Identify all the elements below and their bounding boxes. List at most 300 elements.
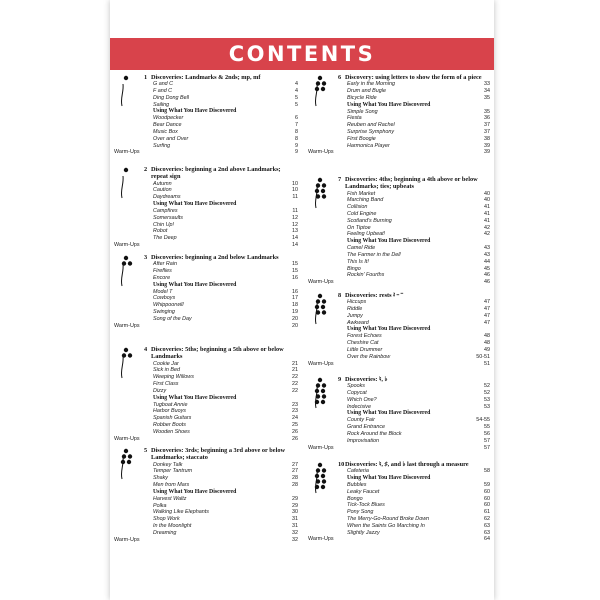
entry-title: First Class (153, 380, 179, 387)
section-number: 9 (338, 376, 342, 383)
entry-title: Warm-Ups (114, 435, 140, 442)
entry-page-number: 8 (295, 135, 298, 142)
entry-page-number: 43 (484, 245, 490, 252)
entry-page-number: 37 (484, 129, 490, 136)
song-entry (338, 225, 490, 232)
entry-title: This Is It! (347, 258, 369, 265)
song-entry (144, 496, 298, 503)
warm-ups-entry (308, 536, 490, 543)
entry-page-number: 60 (484, 495, 490, 502)
song-entry (144, 115, 298, 122)
section-heading (144, 254, 298, 261)
entry-title: Which One? (347, 396, 377, 403)
using-discovered-subheading: Using What You Have Discovered (153, 394, 237, 401)
song-entry (144, 122, 298, 129)
song-entry (144, 208, 298, 215)
section-heading-text: Discovery: using letters to show the form of a piece (345, 74, 482, 81)
song-entry (338, 340, 490, 347)
entry-title: Whippoorwill (153, 302, 184, 309)
entry-page-number: 53 (484, 396, 490, 403)
entry-title: Drum and Bugle (347, 88, 386, 95)
bead-tree-icon (114, 346, 142, 380)
entry-page-number: 49 (484, 347, 490, 354)
bead-tree-icon (114, 166, 142, 200)
warm-ups-entry (114, 149, 298, 156)
section-heading-text: Discoveries: rests 𝄽 𝄼 𝄻 (345, 292, 404, 299)
entry-title: Ding Dong Bell (153, 94, 189, 101)
entry-page-number: 13 (292, 228, 298, 235)
entry-page-number: 45 (484, 265, 490, 272)
entry-page-number: 8 (295, 129, 298, 136)
entry-page-number: 16 (292, 288, 298, 295)
entry-page-number: 29 (292, 495, 298, 502)
entry-page-number: 17 (292, 295, 298, 302)
song-entry (338, 299, 490, 306)
song-entry (144, 374, 298, 381)
using-discovered-subheading: Using What You Have Discovered (347, 410, 431, 417)
song-entry (338, 347, 490, 354)
book-page (110, 0, 494, 600)
entry-title: Fish Market (347, 190, 376, 197)
song-entry (144, 408, 298, 415)
entry-page-number: 40 (484, 190, 490, 197)
song-entry (144, 475, 298, 482)
entry-page-number: 30 (292, 509, 298, 516)
bead-tree-icon (308, 74, 336, 108)
song-entry (338, 95, 490, 102)
entry-title: Bear Dance (153, 122, 182, 129)
entry-title: Shaky (153, 475, 168, 482)
entry-title: Bubbles (347, 482, 367, 489)
entry-page-number: 54-55 (476, 417, 490, 424)
entry-page-number: 12 (292, 221, 298, 228)
entry-title: Warm-Ups (114, 241, 140, 248)
entry-title: Bicycle Ride (347, 94, 377, 101)
page-title: CONTENTS (228, 42, 376, 66)
section-heading-text: Discoveries: 4ths; beginning a 4th above or below Landmarks; ties; upbeats (345, 176, 478, 191)
entry-page-number: 26 (292, 435, 298, 442)
entry-title: Hiccups (347, 299, 367, 306)
warm-ups-entry (114, 537, 298, 544)
song-entry (144, 530, 298, 537)
entry-title: Simple Song (347, 108, 378, 115)
song-entry (338, 211, 490, 218)
song-entry (144, 228, 298, 235)
song-entry (144, 468, 298, 475)
entry-page-number: 47 (484, 319, 490, 326)
song-entry (144, 129, 298, 136)
song-entry (144, 289, 298, 296)
song-entry (144, 136, 298, 143)
entry-page-number: 51 (484, 360, 490, 367)
section-heading (144, 447, 298, 462)
bead-tree-icon (114, 254, 142, 288)
song-entry (338, 129, 490, 136)
entry-title: Fiesta (347, 115, 362, 122)
entry-page-number: 50-51 (476, 353, 490, 360)
song-entry (144, 316, 298, 323)
warm-ups-entry (308, 361, 490, 368)
section-number: 4 (144, 346, 148, 353)
entry-title: Donkey Talk (153, 461, 183, 468)
song-entry (144, 222, 298, 229)
entry-title: Warm-Ups (308, 444, 334, 451)
entry-title: Caution (153, 187, 172, 194)
entry-page-number: 41 (484, 217, 490, 224)
entry-page-number: 58 (484, 468, 490, 475)
bead-tree-icon (114, 346, 142, 372)
song-entry (144, 381, 298, 388)
entry-page-number: 9 (295, 142, 298, 149)
song-entry (338, 272, 490, 279)
entry-page-number: 57 (484, 437, 490, 444)
entry-title: Riddle (347, 306, 363, 313)
bead-tree-icon (308, 176, 336, 210)
section-heading-text: Discoveries: beginning a 2nd above Landmarks; repeat sign (151, 166, 281, 181)
entry-page-number: 46 (484, 272, 490, 279)
entry-page-number: 4 (295, 88, 298, 95)
entry-page-number: 21 (292, 360, 298, 367)
entry-title: The Deep (153, 235, 177, 242)
song-entry (338, 320, 490, 327)
song-entry (144, 81, 298, 88)
song-entry (338, 204, 490, 211)
entry-title: Fireflies (153, 268, 172, 275)
section-number: 6 (338, 74, 342, 81)
entry-page-number: 61 (484, 509, 490, 516)
entry-page-number: 5 (295, 101, 298, 108)
entry-page-number: 16 (292, 274, 298, 281)
entry-title: Dreaming (153, 529, 177, 536)
song-entry (338, 509, 490, 516)
entry-page-number: 22 (292, 374, 298, 381)
song-entry (144, 295, 298, 302)
entry-title: Tugboat Annie (153, 401, 188, 408)
entry-page-number: 24 (292, 415, 298, 422)
entry-page-number: 42 (484, 224, 490, 231)
bead-tree-icon (114, 254, 142, 280)
song-entry (338, 438, 490, 445)
entry-title: Cheshire Cat (347, 340, 379, 347)
song-entry (144, 503, 298, 510)
warm-ups-entry (114, 242, 298, 249)
song-entry (338, 143, 490, 150)
entry-page-number: 4 (295, 81, 298, 88)
entry-title: On Tiptoe (347, 224, 371, 231)
song-entry (338, 218, 490, 225)
section-number: 1 (144, 74, 148, 81)
entry-page-number: 35 (484, 94, 490, 101)
entry-page-number: 5 (295, 94, 298, 101)
entry-page-number: 22 (292, 380, 298, 387)
entry-page-number: 39 (484, 149, 490, 156)
song-entry (338, 191, 490, 198)
entry-page-number: 44 (484, 258, 490, 265)
entry-title: Chin Up! (153, 221, 174, 228)
entry-page-number: 47 (484, 306, 490, 313)
song-entry (338, 496, 490, 503)
bead-tree-icon (114, 447, 142, 473)
song-entry (144, 361, 298, 368)
song-entry (338, 115, 490, 122)
section-heading (338, 176, 490, 191)
entry-page-number: 23 (292, 408, 298, 415)
song-entry (338, 313, 490, 320)
song-entry (338, 259, 490, 266)
section-heading (144, 346, 298, 361)
section-number: 8 (338, 292, 342, 299)
entry-page-number: 6 (295, 115, 298, 122)
entry-title: Warm-Ups (114, 149, 140, 156)
song-entry (338, 81, 490, 88)
entry-title: Over and Over (153, 135, 189, 142)
entry-page-number: 37 (484, 122, 490, 129)
bead-tree-icon (308, 74, 336, 100)
entry-title: Warm-Ups (308, 279, 334, 286)
entry-page-number: 27 (292, 461, 298, 468)
song-entry (338, 390, 490, 397)
entry-page-number: 31 (292, 522, 298, 529)
section-heading-text: Discoveries: ♮, ♭ (345, 376, 388, 383)
entry-page-number: 11 (292, 207, 298, 214)
song-entry (144, 95, 298, 102)
warm-ups-entry (308, 445, 490, 452)
entry-title: Collision (347, 204, 368, 211)
entry-page-number: 60 (484, 488, 490, 495)
song-entry (144, 482, 298, 489)
entry-title: Woodpecker (153, 115, 184, 122)
song-entry (144, 215, 298, 222)
entry-page-number: 29 (292, 502, 298, 509)
entry-title: Swinging (153, 309, 175, 316)
entry-title: First Boogie (347, 135, 376, 142)
entry-title: Indecisive (347, 403, 371, 410)
song-entry (144, 309, 298, 316)
entry-page-number: 10 (292, 187, 298, 194)
entry-title: Bongo (347, 495, 363, 502)
bead-tree-icon (114, 74, 142, 100)
entry-title: Dizzy (153, 387, 167, 394)
entry-title: Rockin' Fourths (347, 272, 385, 279)
entry-title: Grand Entrance (347, 424, 386, 431)
section-number: 3 (144, 254, 148, 261)
song-entry (338, 266, 490, 273)
entry-page-number: 56 (484, 431, 490, 438)
song-entry (338, 431, 490, 438)
entry-title: G and C (153, 81, 174, 88)
entry-page-number: 41 (484, 210, 490, 217)
entry-title: Harmonica Player (347, 142, 390, 149)
song-entry (338, 417, 490, 424)
song-entry (144, 302, 298, 309)
song-entry (144, 187, 298, 194)
entry-page-number: 43 (484, 251, 490, 258)
bead-tree-icon (308, 292, 336, 326)
song-entry (144, 102, 298, 109)
entry-title: Surprise Symphony (347, 129, 395, 136)
entry-title: Shop Work (153, 516, 180, 523)
song-entry (338, 404, 490, 411)
entry-title: After Rain (153, 261, 177, 268)
song-entry (338, 88, 490, 95)
section-heading (144, 74, 298, 81)
entry-title: Rock Around the Block (347, 431, 402, 438)
entry-title: Awkward (347, 319, 369, 326)
section-heading-text: Discoveries: ♮, ♯, and ♭ last through a measure (345, 461, 469, 468)
contents-banner (110, 38, 494, 70)
entry-page-number: 47 (484, 299, 490, 306)
section-number: 2 (144, 166, 148, 173)
bead-tree-icon (114, 74, 142, 108)
entry-title: The Merry-Go-Round Broke Down (347, 516, 430, 523)
song-entry (338, 383, 490, 390)
entry-page-number: 52 (484, 390, 490, 397)
song-entry (338, 516, 490, 523)
using-discovered-subheading: Using What You Have Discovered (153, 200, 237, 207)
bead-tree-icon (308, 176, 336, 202)
song-entry (338, 502, 490, 509)
entry-title: Warm-Ups (308, 360, 334, 367)
entry-title: Scotland's Burning (347, 217, 392, 224)
entry-page-number: 23 (292, 401, 298, 408)
using-discovered-subheading: Using What You Have Discovered (347, 326, 431, 333)
entry-title: Reuben and Rachel (347, 122, 395, 129)
entry-page-number: 35 (484, 108, 490, 115)
song-entry (144, 88, 298, 95)
entry-page-number: 55 (484, 424, 490, 431)
entry-page-number: 32 (292, 529, 298, 536)
section-heading (338, 74, 490, 81)
entry-title: Warm-Ups (114, 536, 140, 543)
entry-page-number: 33 (484, 81, 490, 88)
entry-page-number: 48 (484, 340, 490, 347)
section-heading-text: Discoveries: Landmarks & 2nds; mp, mf (151, 74, 261, 81)
song-entry (338, 489, 490, 496)
entry-title: Cold Engine (347, 210, 377, 217)
song-entry (144, 235, 298, 242)
entry-page-number: 47 (484, 312, 490, 319)
song-entry (144, 275, 298, 282)
song-entry (144, 367, 298, 374)
song-entry (338, 136, 490, 143)
entry-title: Forest Echoes (347, 333, 382, 340)
entry-title: When the Saints Go Marching In (347, 522, 425, 529)
entry-page-number: 42 (484, 231, 490, 238)
entry-title: Harvest Waltz (153, 495, 187, 502)
entry-title: Camel Ride (347, 245, 376, 252)
using-discovered-subheading: Using What You Have Discovered (347, 101, 431, 108)
entry-title: Autumn (153, 180, 172, 187)
song-entry (338, 109, 490, 116)
entry-page-number: 52 (484, 383, 490, 390)
section-heading (144, 166, 298, 181)
section-number: 5 (144, 447, 148, 454)
song-entry (144, 402, 298, 409)
entry-title: Little Drummer (347, 347, 383, 354)
entry-page-number: 57 (484, 444, 490, 451)
entry-title: Polka (153, 502, 167, 509)
entry-page-number: 39 (484, 142, 490, 149)
entry-page-number: 53 (484, 403, 490, 410)
entry-title: Improvisation (347, 437, 380, 444)
entry-title: Temper Tantrum (153, 468, 193, 475)
using-discovered-subheading: Using What You Have Discovered (347, 238, 431, 245)
bead-tree-icon (308, 461, 336, 487)
bead-tree-icon (308, 292, 336, 318)
song-entry (338, 122, 490, 129)
entry-title: Walking Like Elephants (153, 509, 209, 516)
warm-ups-entry (308, 149, 490, 156)
song-entry (144, 462, 298, 469)
song-entry (144, 429, 298, 436)
song-entry (338, 252, 490, 259)
song-entry (144, 261, 298, 268)
entry-title: Warm-Ups (308, 149, 334, 156)
entry-page-number: 40 (484, 197, 490, 204)
song-entry (144, 516, 298, 523)
entry-page-number: 25 (292, 421, 298, 428)
entry-page-number: 27 (292, 468, 298, 475)
entry-page-number: 31 (292, 516, 298, 523)
entry-page-number: 38 (484, 135, 490, 142)
entry-title: Robot (153, 228, 168, 235)
entry-title: Jumpy (347, 312, 363, 319)
entry-title: Slightly Jazzy (347, 529, 380, 536)
section-heading-text: Discoveries: 5ths; beginning a 5th above or below Landmarks (151, 346, 284, 361)
section-number: 7 (338, 176, 342, 183)
entry-page-number: 28 (292, 481, 298, 488)
song-entry (144, 194, 298, 201)
entry-title: Copycat (347, 390, 367, 397)
bead-tree-icon (308, 376, 336, 410)
song-entry (144, 143, 298, 150)
song-entry (144, 415, 298, 422)
song-entry (144, 388, 298, 395)
entry-title: Music Box (153, 129, 178, 136)
entry-page-number: 22 (292, 387, 298, 394)
song-entry (144, 523, 298, 530)
song-entry (338, 245, 490, 252)
entry-page-number: 20 (292, 322, 298, 329)
using-discovered-subheading: Using What You Have Discovered (347, 475, 431, 482)
entry-title: Pony Song (347, 509, 374, 516)
entry-title: Sailing (153, 101, 170, 108)
entry-title: Model T (153, 288, 173, 295)
entry-page-number: 48 (484, 333, 490, 340)
entry-title: Tick-Tock Blues (347, 502, 385, 509)
entry-page-number: 21 (292, 367, 298, 374)
song-entry (338, 197, 490, 204)
entry-page-number: 28 (292, 475, 298, 482)
entry-page-number: 63 (484, 522, 490, 529)
entry-page-number: 41 (484, 204, 490, 211)
entry-title: Early in the Morning (347, 81, 395, 88)
song-entry (144, 422, 298, 429)
entry-page-number: 14 (292, 241, 298, 248)
song-entry (338, 424, 490, 431)
entry-page-number: 34 (484, 88, 490, 95)
entry-title: Robber Boots (153, 421, 186, 428)
entry-title: Harbor Buoys (153, 408, 186, 415)
entry-page-number: 59 (484, 482, 490, 489)
song-entry (338, 306, 490, 313)
song-entry (144, 181, 298, 188)
entry-title: Marching Band (347, 197, 384, 204)
entry-page-number: 36 (484, 115, 490, 122)
bead-tree-icon (308, 461, 336, 495)
entry-title: Warm-Ups (308, 536, 334, 543)
song-entry (338, 397, 490, 404)
